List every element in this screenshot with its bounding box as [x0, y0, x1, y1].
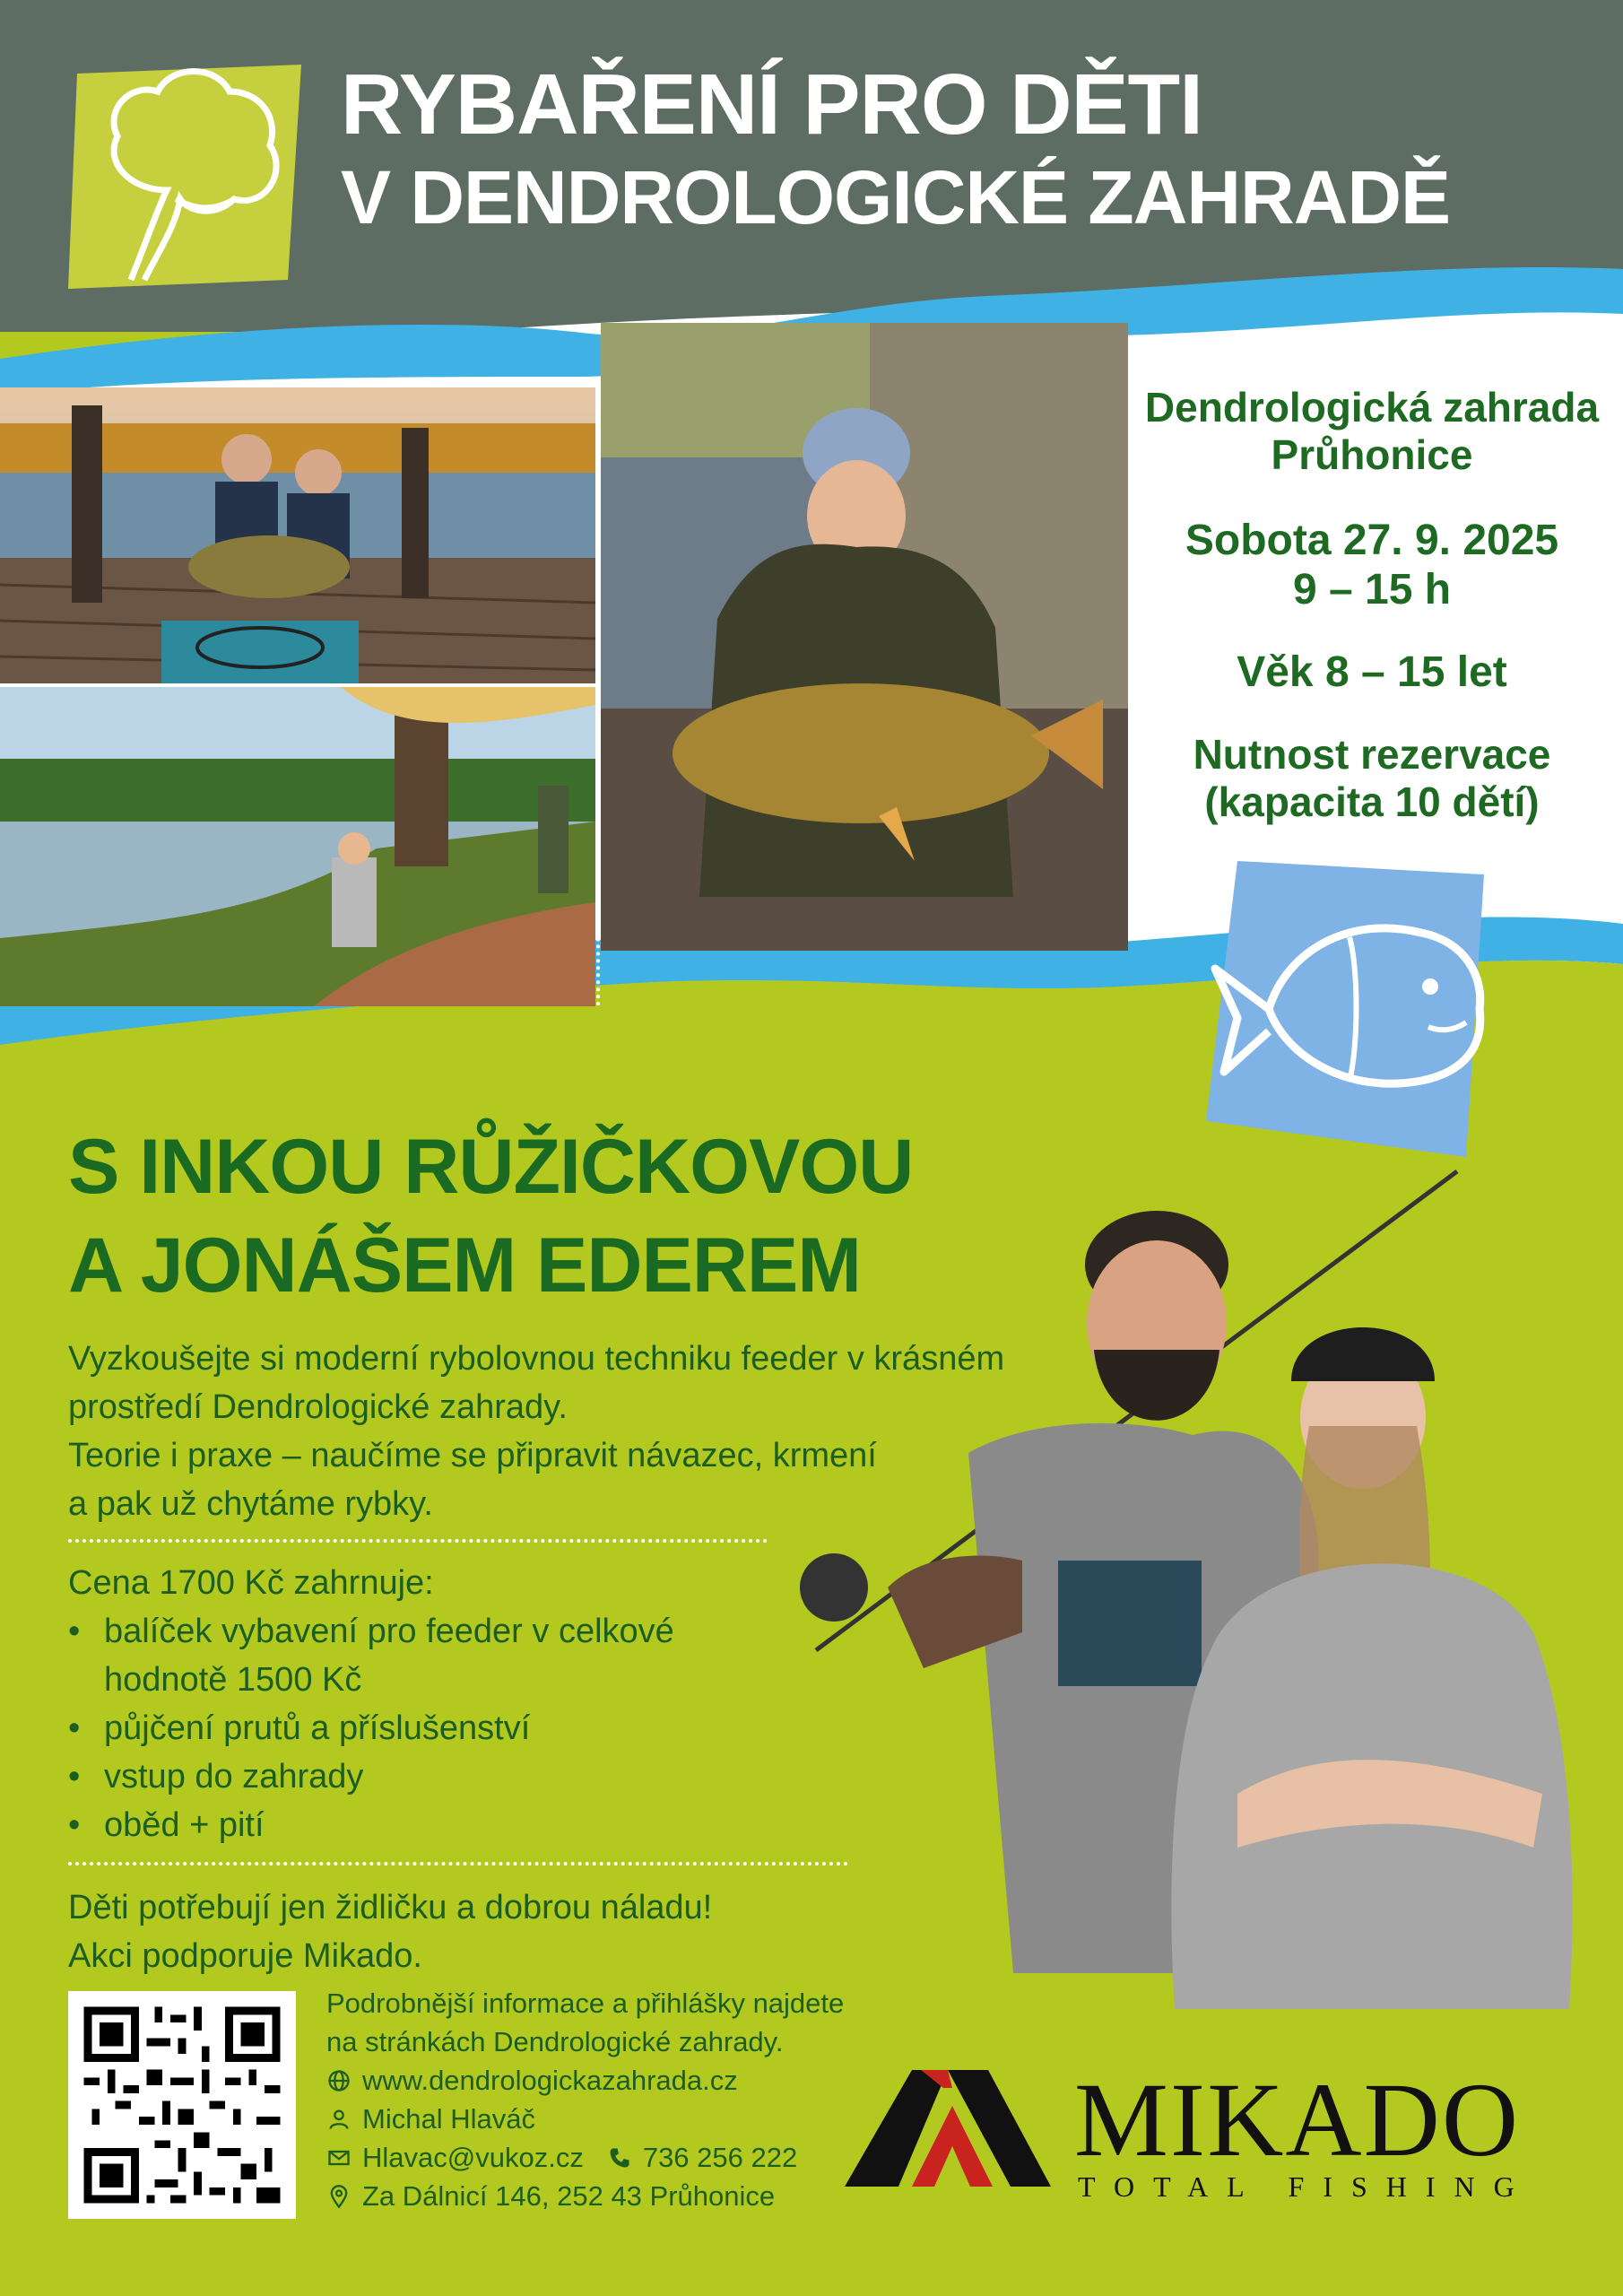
contact-person-row: [326, 2100, 900, 2138]
price-item: • balíček vybavení pro feeder v celkové hodnotě 1500 Kč: [68, 1607, 875, 1704]
description-line: prostředí Dendrologické zahrady.: [68, 1388, 568, 1426]
description-line: Vyzkoušejte si moderní rybolovnou techniku feeder v krásném: [68, 1340, 1005, 1378]
hosts-headline-line2: A JONÁŠEM EDEREM: [68, 1222, 861, 1309]
contact-website-row: [326, 2061, 900, 2100]
mikado-logo-icon: [845, 2052, 1051, 2205]
photo-boy-with-carp: [601, 323, 1128, 951]
hosts-headline-line1: S INKOU RŮŽIČKOVOU: [68, 1124, 914, 1210]
tree-logo-icon: [68, 56, 310, 298]
photo-hosts: [789, 1166, 1596, 2009]
info-venue: Dendrologická zahrada Průhonice: [1144, 384, 1600, 478]
fish-icon: [1197, 852, 1493, 1166]
contact-address-row: [326, 2177, 900, 2215]
contact-person: Michal Hlaváč: [362, 2103, 535, 2135]
contact-website-link[interactable]: www.dendrologickazahrada.cz: [362, 2065, 738, 2096]
person-icon: [326, 2107, 352, 2132]
phone-icon: [607, 2145, 632, 2170]
description: [68, 1335, 1019, 1528]
page-title-line2: V DENDROLOGICKÉ ZAHRADĚ: [341, 155, 1451, 239]
contact-address: Za Dálnicí 146, 252 43 Průhonice: [362, 2180, 776, 2212]
dotted-divider: [68, 1862, 848, 1866]
price-item: • oběd + pití: [68, 1801, 875, 1849]
price-section: [68, 1559, 875, 1849]
info-date-time: Sobota 27. 9. 2025 9 – 15 h: [1185, 517, 1559, 614]
price-list: [68, 1607, 875, 1849]
closing-line: Akci podporuje Mikado.: [68, 1937, 422, 1975]
price-item: • půjčení prutů a příslušenství: [68, 1704, 875, 1752]
info-reservation: Nutnost rezervace (kapacita 10 dětí): [1193, 731, 1551, 825]
contact-intro-line: na stránkách Dendrologické zahrady.: [326, 2026, 784, 2057]
photo-girls-with-carp: [0, 387, 595, 683]
qr-code[interactable]: [68, 1991, 296, 2219]
photo-divider-horizontal: [0, 683, 596, 687]
closing-line: Děti potřebují jen židličku a dobrou náladu!: [68, 1889, 713, 1926]
contact-intro-line: Podrobnější informace a přihlášky najdete: [326, 1987, 845, 2019]
closing-text: [68, 1883, 875, 1980]
description-line: Teorie i praxe – naučíme se připravit návazec, krmení: [68, 1437, 877, 1474]
photo-divider-vertical: [596, 387, 600, 1006]
envelope-icon: [326, 2145, 352, 2170]
price-item: • vstup do zahrady: [68, 1752, 875, 1801]
contact-phone-link[interactable]: 736 256 222: [642, 2142, 798, 2173]
description-line: a pak už chytáme rybky.: [68, 1485, 433, 1523]
contact-email-phone-row: [326, 2138, 900, 2177]
globe-icon: [326, 2068, 352, 2093]
page-title-line1: RYBAŘENÍ PRO DĚTI: [341, 57, 1202, 152]
contact-email-link[interactable]: Hlavac@vukoz.cz: [362, 2142, 584, 2173]
location-pin-icon: [326, 2184, 352, 2209]
contact-block: [326, 1984, 900, 2215]
photo-child-fishing-at-pond: [0, 687, 595, 1006]
info-age: Věk 8 – 15 let: [1237, 648, 1507, 696]
price-heading: Cena 1700 Kč zahrnuje:: [68, 1564, 434, 1602]
sponsor-name: MIKADO: [1074, 2061, 1521, 2179]
dotted-divider: [68, 1539, 768, 1543]
sponsor-tagline: TOTAL FISHING: [1078, 2170, 1533, 2203]
